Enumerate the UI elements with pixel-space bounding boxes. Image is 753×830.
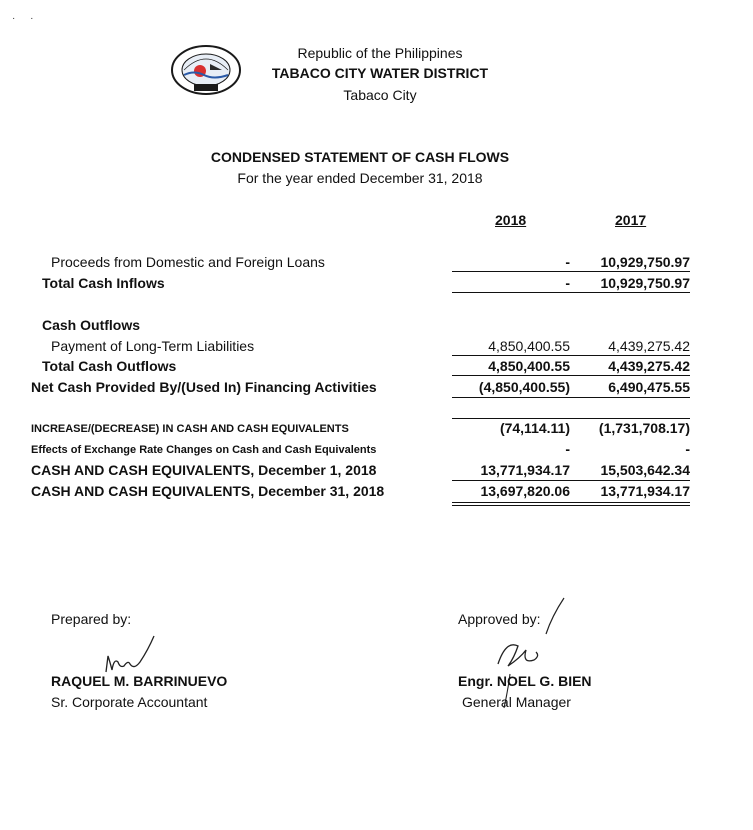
prepared-by-name: RAQUEL M. BARRINUEVO bbox=[51, 673, 228, 689]
cell-payment-ltl-2017: 4,439,275.42 bbox=[608, 338, 690, 354]
cell-total-outflows-2017: 4,439,275.42 bbox=[608, 358, 690, 374]
rule-line bbox=[452, 355, 690, 356]
approved-by-title: General Manager bbox=[462, 694, 571, 710]
statement-period: For the year ended December 31, 2018 bbox=[237, 170, 483, 186]
rule-line bbox=[452, 397, 690, 398]
approved-by-label: Approved by: bbox=[458, 611, 541, 627]
row-label-cash-beginning: CASH AND CASH EQUIVALENTS, December 1, 2018 bbox=[31, 462, 377, 478]
row-label-payment-ltl: Payment of Long-Term Liabilities bbox=[51, 338, 255, 354]
cell-proceeds-2017: 10,929,750.97 bbox=[600, 254, 690, 270]
cell-cash-beginning-2018: 13,771,934.17 bbox=[480, 462, 570, 478]
rule-line bbox=[452, 271, 690, 272]
cell-fx-effects-2018: - bbox=[565, 441, 570, 457]
prepared-by-title: Sr. Corporate Accountant bbox=[51, 694, 208, 710]
header-city: Tabaco City bbox=[343, 87, 417, 103]
statement-title: CONDENSED STATEMENT OF CASH FLOWS bbox=[210, 149, 510, 165]
cell-total-outflows-2018: 4,850,400.55 bbox=[488, 358, 570, 374]
cell-cash-beginning-2017: 15,503,642.34 bbox=[600, 462, 690, 478]
header-republic: Republic of the Philippines bbox=[297, 45, 463, 61]
row-label-fx-effects: Effects of Exchange Rate Changes on Cash and Cash Equivalents bbox=[31, 444, 377, 456]
prepared-by-label: Prepared by: bbox=[51, 611, 132, 627]
cell-cash-ending-2017: 13,771,934.17 bbox=[600, 483, 690, 499]
row-label-proceeds: Proceeds from Domestic and Foreign Loans bbox=[51, 254, 325, 270]
row-label-total-inflows: Total Cash Inflows bbox=[42, 275, 165, 291]
double-rule-bottom bbox=[452, 505, 690, 506]
cell-net-cash-2017: 6,490,475.55 bbox=[608, 379, 690, 395]
cell-fx-effects-2017: - bbox=[685, 441, 690, 457]
cell-total-inflows-2018: - bbox=[565, 275, 570, 291]
row-label-cash-ending: CASH AND CASH EQUIVALENTS, December 31, 2018 bbox=[31, 483, 385, 499]
rule-line bbox=[452, 375, 690, 376]
column-header-2018: 2018 bbox=[495, 212, 527, 228]
cell-payment-ltl-2018: 4,850,400.55 bbox=[488, 338, 570, 354]
cell-increase-2017: (1,731,708.17) bbox=[598, 420, 690, 436]
rule-line bbox=[452, 480, 690, 481]
section-heading-cash-outflows: Cash Outflows bbox=[42, 317, 141, 333]
cell-increase-2018: (74,114.11) bbox=[499, 420, 570, 436]
row-label-increase-decrease: INCREASE/(DECREASE) IN CASH AND CASH EQUIVALENTS bbox=[31, 423, 349, 435]
scan-mark: · · bbox=[12, 13, 40, 24]
cell-net-cash-2018: (4,850,400.55) bbox=[478, 379, 570, 395]
cell-cash-ending-2018: 13,697,820.06 bbox=[480, 483, 570, 499]
header-district-name: TABACO CITY WATER DISTRICT bbox=[271, 65, 489, 81]
cell-proceeds-2018: - bbox=[565, 254, 570, 270]
approved-by-name: Engr. NOEL G. BIEN bbox=[458, 673, 592, 689]
cell-total-inflows-2017: 10,929,750.97 bbox=[600, 275, 690, 291]
column-header-2017: 2017 bbox=[615, 212, 647, 228]
rule-line bbox=[452, 292, 690, 293]
row-label-total-outflows: Total Cash Outflows bbox=[42, 358, 177, 374]
double-rule-top bbox=[452, 502, 690, 503]
row-label-net-cash: Net Cash Provided By/(Used In) Financing Activities bbox=[31, 379, 377, 395]
